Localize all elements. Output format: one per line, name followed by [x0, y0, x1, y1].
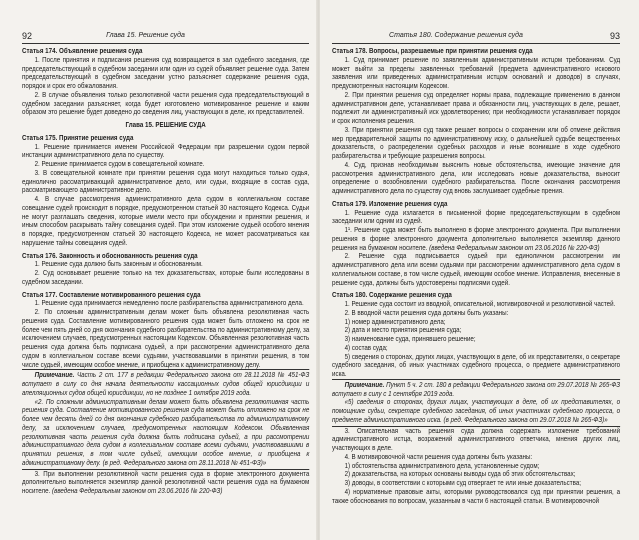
- page-number: 92: [22, 31, 33, 41]
- text: 3) доводы, в соответствии с которыми суд отвергает те или иные доказательства;: [344, 478, 582, 487]
- text: 3. При принятии решения суд также решает вопросы о сохранении или об отмене действия мер предварительной защиты по административному иску, о дальнейшей судьбе вещественных доказательств, о распределении судебных расходов и иные возникшие в ходе судебного разбирательства и требующие разрешения вопросы.: [332, 124, 621, 160]
- paragraph: [22, 470, 309, 496]
- note-quote: [22, 398, 309, 470]
- text-column: [332, 47, 620, 505]
- note-quote: [332, 398, 620, 426]
- text: 1¹. Решение суда может быть выполнено в форме электронного документа. При выполнении решения в форме электронного документа дополнительно выполняется экземпляр данного решения на бумажном носителе.: [332, 225, 621, 252]
- page-header: [332, 31, 620, 44]
- text: 1. Решение суда должно быть законным и обоснованным.: [34, 259, 203, 269]
- paragraph: [22, 169, 309, 195]
- note: [332, 379, 620, 399]
- paragraph: [22, 91, 309, 117]
- text: 5) сведения о сторонах, других лицах, участвующих в деле, об их представителях, о секретаре судебного заседания, об иных участниках судебного процесса, о предмете административного иска.: [332, 351, 621, 378]
- text: 3. В совещательной комнате при принятии решения суда могут находиться только судья, единолично рассматривающий административное дело, или судьи, входящие в состав суда, рассматривающего административное дело.: [22, 167, 310, 195]
- text: Часть 2 ст. 177 в редакции Федерального закона от 28.11.2018 № 451-ФЗ вступает в силу со дня начала деятельности кассационных судов общей юрисдикции и апелляционных судов общей юрисдикции, но не позднее 1 октября 2019 года.: [22, 370, 310, 397]
- paragraph: [22, 269, 309, 287]
- text: 2. Суд основывает решение только на тех доказательствах, которые были исследованы в судебном заседании.: [22, 268, 310, 286]
- text: 4. Суд, признав необходимым выяснить новые обстоятельства, имеющие значение для рассмотрения административного дела, или исследовать новые доказательства, выносит определение о возобновлении судебного разбирательства. После окончания рассмотрения административного дела по существу суд вновь заслушивает судебные прения.: [332, 159, 621, 195]
- note-label: Примечание.: [34, 370, 75, 380]
- text: 2. По сложным административным делам может быть объявлена резолютивная часть решения суда. Составление мотивированного решения суда может быть отложено на срок не более чем пять дней со дня окончания судебного разбирательства по административному делу, за исключением случаев, предусмотренных настоящим Кодексом. Объявленная резолютивная часть решения суда должна быть подписана судьей, а при рассмотрении административного дела судом в коллегиальном составе всеми судьями, участвовавшими в принятии решения, в том числе судьей, имеющим особое мнение, и приобщена к административному делу.: [22, 307, 310, 369]
- paragraph: [22, 308, 309, 369]
- text: 4. В случае рассмотрения административного дела судом в коллегиальном составе совещание судей происходит в порядке, предусмотренном статьей 30 настоящего Кодекса. Судьи не могут разглашать сведения, которые имели место при обсуждении и принятии решения, и иным способом раскрывать тайну совещания судей. При этом изложение судьей особого мнения в порядке, предусмотренном статьей 30 настоящего Кодекса, не может рассматриваться как нарушение тайны совещания судей.: [22, 194, 310, 247]
- paragraph: [332, 427, 620, 453]
- text: 1. Решение суда состоит из вводной, описательной, мотивировочной и резолютивной частей.: [344, 299, 616, 308]
- running-title: Глава 15. Решение суда: [106, 32, 185, 39]
- text: 2) дата и место принятия решения суда;: [344, 325, 462, 335]
- text: 4. В мотивировочной части решения суда должны быть указаны:: [344, 451, 533, 461]
- text: Статья 176. Законность и обоснованность решения суда: [22, 250, 198, 260]
- text: 1) номер административного дела;: [344, 316, 446, 326]
- text: Глава 15. РЕШЕНИЕ СУДА: [125, 120, 206, 129]
- paragraph: [332, 91, 620, 126]
- text: «2. По сложным административным делам может быть объявлена резолютивная часть решения суда. Составление мотивированного решения суда может быть отложено на срок не более чем десять дней со дня окончания судебного разбирательства по административному делу, за исключением случаев, предусмотренных настоящим Кодексом. Объявленная резолютивная часть решения суда должна быть подписана судьей, а при рассмотрении административного дела судом в коллегиальном составе всеми судьями, участвовавшими в принятии решения, в том числе судьей, имеющим особое мнение, и приобщена к административному делу. (в ред. Федерального закона от 28.11.2018 № 451-ФЗ)»: [22, 396, 310, 467]
- paragraph: [332, 161, 620, 196]
- left-page: [0, 0, 318, 540]
- text: 2. Решение принимается судом в совещательной комнате.: [34, 159, 205, 168]
- running-title: Статья 180. Содержание решения суда: [389, 32, 523, 39]
- text: Статья 174. Объявление решения суда: [22, 46, 143, 55]
- paragraph: [332, 56, 620, 91]
- text: Статья 178. Вопросы, разрешаемые при принятии решения суда: [332, 46, 533, 55]
- page-number: 93: [609, 31, 620, 41]
- paragraph: [22, 56, 309, 91]
- amendment-note: (введена Федеральным законом от 23.06.2016 № 220-ФЗ): [50, 486, 223, 495]
- amendment-note: (введена Федеральным законом от 23.06.2016 № 220-ФЗ): [427, 242, 600, 252]
- text: 1. После принятия и подписания решения суд возвращается в зал судебного заседания, где председательствующий в судебном заседании или один из судей объявляет решение суда. Затем председательствующий в судебном заседании устно разъясняет содержание решения суда, порядок и срок его обжалования.: [22, 54, 310, 90]
- text: 2. Решение суда подписывается судьей при единоличном рассмотрении им административного дела или всеми судьями при рассмотрении административного дела судом в коллегиальном составе, в том числе судьей, имеющим особое мнение. Исправления, внесенные в решение суда, должны быть удостоверены подписями судей.: [332, 251, 621, 287]
- text: 3. Описательная часть решения суда должна содержать изложение требований административного истца, возражений административного ответчика, мнения других лиц, участвующих в деле.: [332, 425, 621, 452]
- text: Статья 179. Изложение решения суда: [332, 198, 448, 208]
- text: Статья 180. Содержание решения суда: [332, 290, 452, 300]
- paragraph: [332, 353, 620, 379]
- text: 1) обстоятельства административного дела, установленные судом;: [344, 460, 540, 470]
- text: 2) доказательства, на которых основаны выводы суда об этих обстоятельствах;: [344, 469, 576, 479]
- text: 2. При принятии решения суд определяет нормы права, подлежащие применению в данном административном деле, устанавливает права и обязанности лиц, участвующих в деле, решает, подлежит ли административный иск удовлетворению; при необходимости устанавливает порядок и срок исполнения решения.: [332, 89, 621, 125]
- text-column: [22, 47, 309, 496]
- text: 4) состав суда;: [344, 342, 388, 352]
- text: 1. Суд принимает решение по заявленным административным истцом требованиям. Суд может выйти за пределы заявленных требований (предмета административного искового заявления или приведенных административным истцом оснований и доводов) в случаях, предусмотренных настоящим Кодексом.: [332, 54, 621, 90]
- right-page: [320, 0, 639, 540]
- note: [22, 369, 309, 397]
- text: 3. При выполнении резолютивной части решения суда в форме электронного документа дополнительно выполняется экземпляр данной резолютивной части решения суда на бумажном носителе.: [22, 468, 310, 495]
- text: 2. В случае объявления только резолютивной части решения суда председательствующий в судебном заседании разъясняет, когда будет изготовлено мотивированное решение и каким образом это решение будет доведено до сведения лиц, участвующих в деле, их представителей.: [22, 89, 310, 117]
- chapter-heading: [22, 121, 309, 130]
- paragraph: [332, 252, 620, 287]
- text: Пункт 5 ч. 2 ст. 180 в редакции Федерального закона от 29.07.2018 № 265-ФЗ вступает в силу с 1 сентября 2019 года.: [332, 379, 621, 398]
- note-label: Примечание.: [344, 379, 385, 389]
- paragraph: [22, 195, 309, 248]
- text: 1. Решение принимается именем Российской Федерации при разрешении судом первой инстанции административного дела по существу.: [22, 141, 310, 160]
- paragraph: [332, 226, 620, 252]
- text: 4) нормативные правовые акты, которыми руководствовался суд при принятии решения, а также обоснования по вопросам, указанным в части 6 настоящей статьи. В мотивировочной: [332, 486, 621, 505]
- paragraph: [332, 126, 620, 161]
- text: 3) наименование суда, принявшего решение;: [344, 334, 476, 343]
- paragraph: [332, 209, 620, 227]
- text: 1. Решение суда излагается в письменной форме председательствующим в судебном заседании или одним из судей.: [332, 207, 621, 226]
- paragraph: [22, 143, 309, 161]
- text: Статья 177. Составление мотивированного решения суда: [22, 289, 201, 299]
- page-header: [22, 31, 309, 44]
- text: «5) сведения о сторонах, других лицах, участвующих в деле, об их представителях, о помощнике судьи, секретаре судебного заседания, об иных участниках судебного процесса, о предмете административного иска. (в ред. Федерального закона от 29.07.2018 № 265-ФЗ)»: [332, 397, 621, 424]
- text: 2. В вводной части решения суда должны быть указаны:: [344, 307, 509, 317]
- text: Статья 175. Принятие решения суда: [22, 132, 134, 142]
- text: 1. Решение суда принимается немедленно после разбирательства административного дела.: [34, 298, 304, 308]
- paragraph: [332, 488, 620, 506]
